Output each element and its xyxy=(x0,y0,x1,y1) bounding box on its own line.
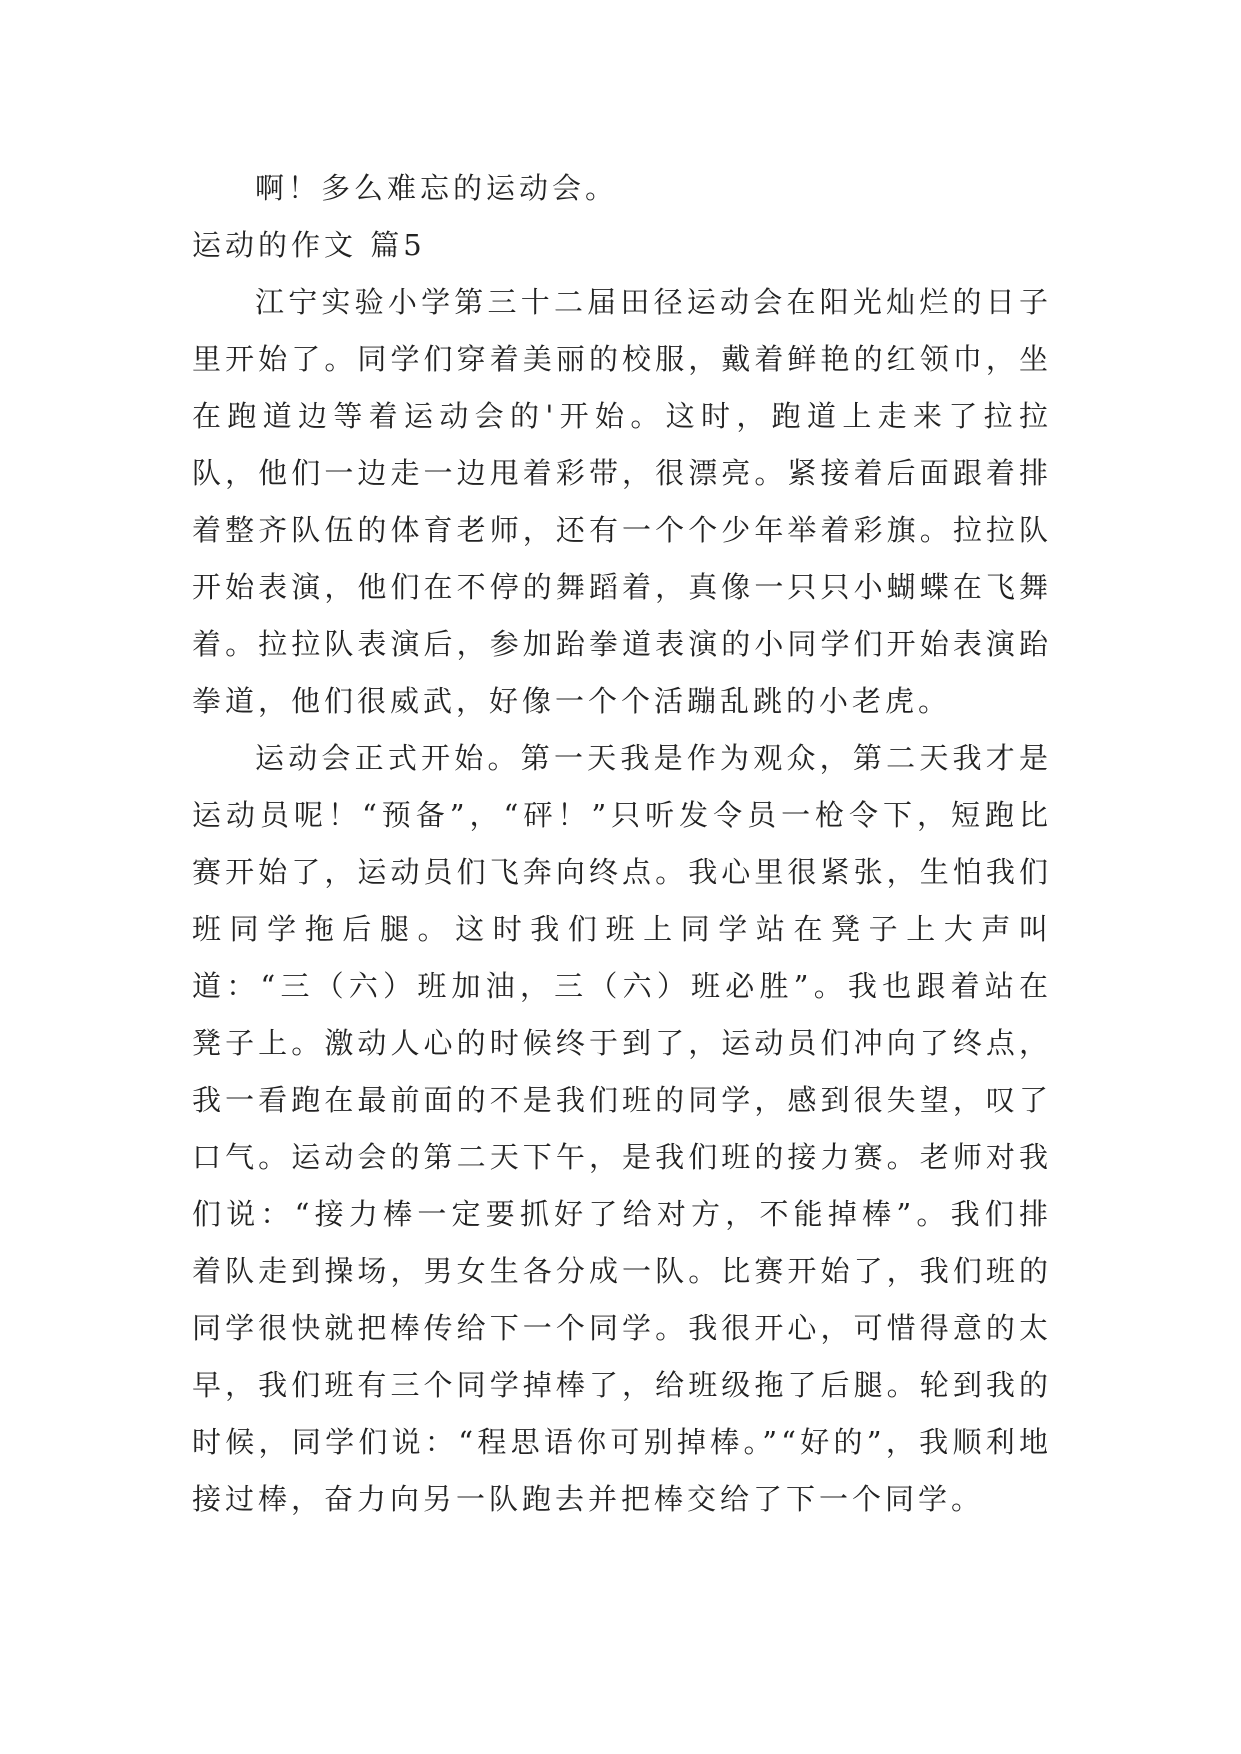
section-heading: 运动的作文 篇5 xyxy=(192,228,426,262)
paragraph-opening-ceremony: 江宁实验小学第三十二届田径运动会在阳光灿烂的日子里开始了。同学们穿着美丽的校服，戴着鲜艳的红领巾，坐在跑道边等着运动会的'开始。这时，跑道上走来了拉拉队，他们一边走一边甩着彩带，很漂亮。紧接着后面跟着排着整齐队伍的体育老师，还有一个个少年举着彩旗。拉拉队开始表演，他们在不停的舞蹈着，真像一只只小蝴蝶在飞舞着。拉拉队表演后，参加跆拳道表演的小同学们开始表演跆拳道，他们很威武，好像一个个活蹦乱跳的小老虎。 xyxy=(192,285,1052,718)
previous-essay-closing-line: 啊！多么难忘的运动会。 xyxy=(255,171,619,205)
document-body xyxy=(192,160,1052,1528)
paragraph-races: 运动会正式开始。第一天我是作为观众，第二天我才是运动员呢！“预备”，“砰！”只听发令员一枪令下，短跑比赛开始了，运动员们飞奔向终点。我心里很紧张，生怕我们班同学拖后腿。这时我们班上同学站在凳子上大声叫道：“三（六）班加油，三（六）班必胜”。我也跟着站在凳子上。激动人心的时候终于到了，运动员们冲向了终点，我一看跑在最前面的不是我们班的同学，感到很失望，叹了口气。运动会的第二天下午，是我们班的接力赛。老师对我们说：“接力棒一定要抓好了给对方，不能掉棒”。我们排着队走到操场，男女生各分成一队。比赛开始了，我们班的同学很快就把棒传给下一个同学。我很开心，可惜得意的太早，我们班有三个同学掉棒了，给班级拖了后腿。轮到我的时候，同学们说：“程思语你可别掉棒。”“好的”，我顺利地接过棒，奋力向另一队跑去并把棒交给了下一个同学。 xyxy=(192,741,1052,1516)
